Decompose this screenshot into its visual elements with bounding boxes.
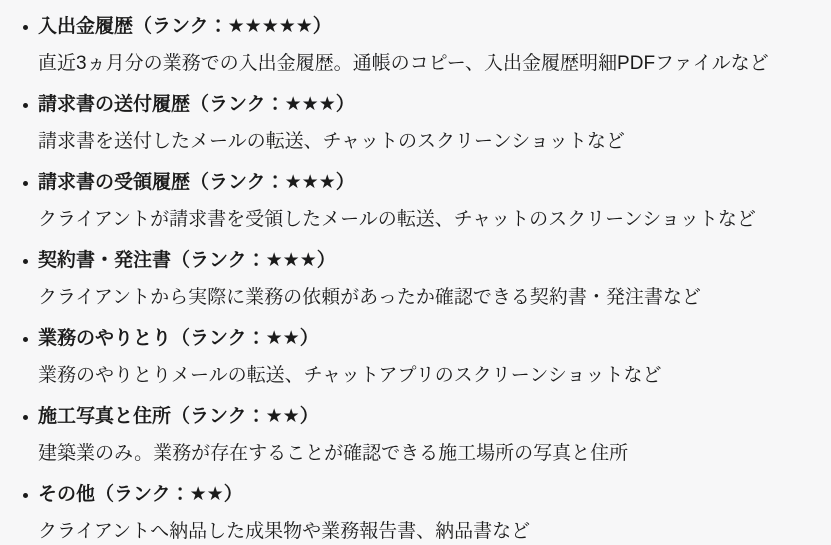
item-description: クライアントへ納品した成果物や業務報告書、納品書など [38,521,531,542]
item-title-label: 業務のやりとり [38,328,172,349]
item-description: クライアントから実際に業務の依頼があったか確認できる契約書・発注書など [38,287,701,308]
item-rank: （ランク：★★） [171,406,319,427]
item-title [38,328,811,350]
item-description: 直近3ヵ月分の業務での入出金履歴。通帳のコピー、入出金履歴明細PDFファイルなど [38,53,769,74]
item-title-label: 施工写真と住所 [38,406,172,427]
item-title [38,484,811,506]
item-rank: （ランク：★★） [95,484,243,505]
list-item [38,484,811,543]
item-title [38,250,811,272]
list-item [38,250,811,309]
list-item [38,328,811,387]
item-rank: （ランク：★★★） [190,172,355,193]
bullet-icon [23,103,28,108]
item-description: 建築業のみ。業務が存在することが確認できる施工場所の写真と住所 [38,443,629,464]
item-title-label: 契約書・発注書 [38,250,172,271]
item-title-label: その他 [38,484,96,505]
item-title [38,406,811,428]
list-item [38,172,811,231]
bullet-icon [23,259,28,264]
item-rank: （ランク：★★） [171,328,319,349]
item-description: 請求書を送付したメールの転送、チャットのスクリーンショットなど [38,131,625,152]
item-rank: （ランク：★★★★★） [133,16,332,37]
item-title [38,172,811,194]
item-title [38,94,811,116]
item-description: 業務のやりとりメールの転送、チャットアプリのスクリーンショットなど [38,365,662,386]
list-item [38,406,811,465]
bullet-icon [23,337,28,342]
bullet-icon [23,25,28,30]
item-title-label: 入出金履歴 [38,16,134,37]
bullet-icon [23,493,28,498]
item-title-label: 請求書の受領履歴 [38,172,191,193]
list-item [38,16,811,75]
item-title-label: 請求書の送付履歴 [38,94,191,115]
item-description: クライアントが請求書を受領したメールの転送、チャットのスクリーンショットなど [38,209,756,230]
item-rank: （ランク：★★★） [171,250,336,271]
bullet-icon [23,181,28,186]
item-rank: （ランク：★★★） [190,94,355,115]
item-title [38,16,811,38]
bullet-icon [23,415,28,420]
list-item [38,94,811,153]
